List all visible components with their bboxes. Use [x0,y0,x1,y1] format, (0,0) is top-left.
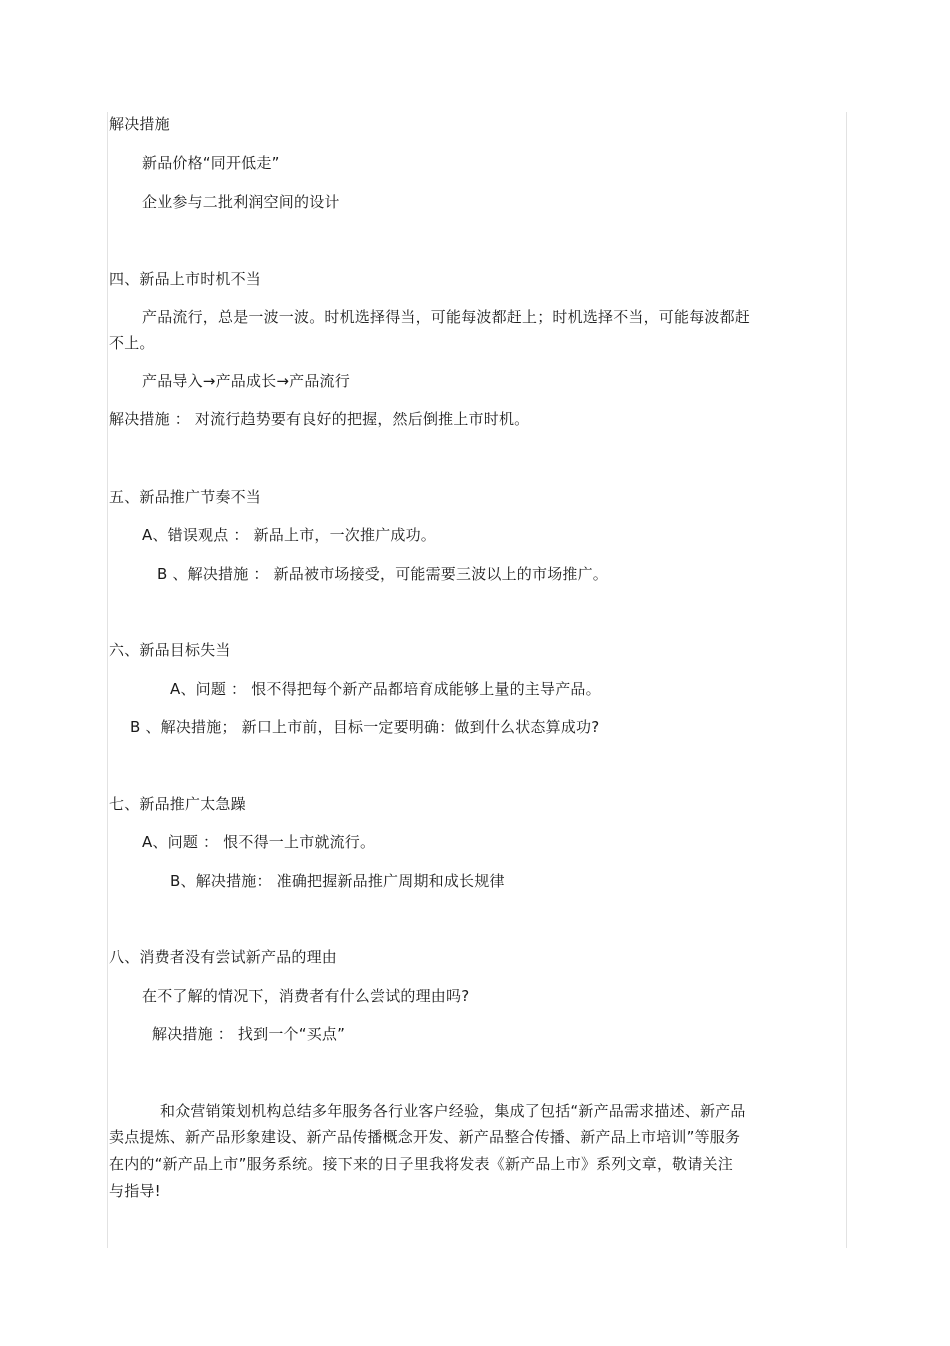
closing-paragraph-line3: 在内的“新产品上市”服务系统。接下来的日子里我将发表《新产品上市》系列文章，敬请关注 [109,1155,733,1173]
solution-heading: 解决措施 [109,115,170,133]
section-6-item-b: B 、解决措施； 新口上市前，目标一定要明确：做到什么状态算成功? [130,718,600,736]
left-border-line [107,112,108,1248]
section-8-question: 在不了解的情况下，消费者有什么尝试的理由吗? [142,987,470,1005]
section-4-text-line1: 产品流行，总是一波一波。时机选择得当，可能每波都赶上；时机选择不当，可能每波都赶 [142,308,751,326]
closing-paragraph-line2: 卖点提炼、新产品形象建设、新产品传播概念开发、新产品整合传播、新产品上市培训”等服务 [109,1128,741,1146]
section-heading-4: 四、新品上市时机不当 [109,270,262,288]
section-4-text-line2: 不上。 [109,334,155,352]
right-border-line [846,112,847,1248]
section-heading-5: 五、新品推广节奏不当 [109,488,262,506]
solution-item-profit: 企业参与二批利润空间的设计 [142,193,340,211]
closing-paragraph-line4: 与指导! [109,1182,161,1200]
section-heading-7: 七、新品推广太急躁 [109,795,246,813]
section-7-item-a: A、问题 ： 恨不得一上市就流行。 [142,833,376,851]
section-heading-8: 八、消费者没有尝试新产品的理由 [109,948,338,966]
section-4-solution: 解决措施 ： 对流行趋势要有良好的把握，然后倒推上市时机。 [109,410,530,428]
section-4-flow: 产品导入→产品成长→产品流行 [142,372,350,390]
section-5-item-b: B 、解决措施 ： 新品被市场接受，可能需要三波以上的市场推广。 [157,565,608,583]
section-6-item-a: A、问题 ： 恨不得把每个新产品都培育成能够上量的主导产品。 [170,680,601,698]
section-7-item-b: B、解决措施： 准确把握新品推广周期和成长规律 [170,872,505,890]
section-5-item-a: A、错误观点 ： 新品上市，一次推广成功。 [142,526,436,544]
section-heading-6: 六、新品目标失当 [109,641,231,659]
section-8-solution: 解决措施 ： 找到一个“买点” [152,1025,346,1043]
solution-item-price: 新品价格“同开低走” [142,154,280,172]
closing-paragraph-line1: 和众营销策划机构总结多年服务各行业客户经验，集成了包括“新产品需求描述、新产品 [160,1102,746,1120]
